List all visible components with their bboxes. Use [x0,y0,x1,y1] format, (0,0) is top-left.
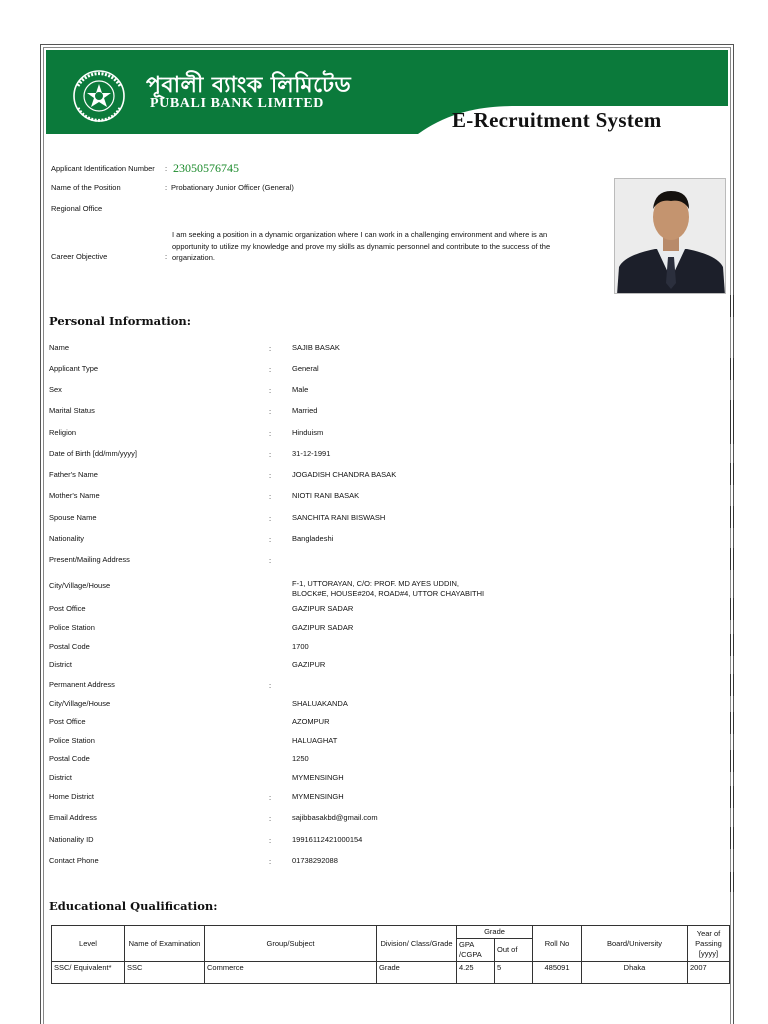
field-value: GAZIPUR SADAR [292,604,354,613]
colon: : [269,386,272,395]
colon: : [269,407,272,416]
cell-group: Commerce [205,962,377,984]
field-label: Applicant Type [49,364,99,373]
field-label: Father's Name [49,470,98,479]
field-label: Name [49,343,70,352]
bank-name-bengali: পূবালী ব্যাংক লিমিটেড [146,73,352,98]
cell-level: SSC/ Equivalent* [52,962,125,984]
col-grade: Grade [457,926,533,939]
cell-roll: 485091 [533,962,582,984]
field-label: Post Office [49,604,86,613]
cell-out-of: 5 [495,962,533,984]
field-value: Bangladeshi [292,534,334,543]
field-value: HALUAGHAT [292,736,338,745]
field-label: District [49,773,72,782]
field-label: Police Station [49,736,95,745]
permanent-address-label: Permanent Address [49,680,115,689]
education-table [51,925,730,984]
right-border-mark [730,463,734,485]
field-label: Spouse Name [49,513,97,522]
field-value: GAZIPUR [292,660,326,669]
field-label: City/Village/House [49,581,111,590]
colon: : [269,429,272,438]
field-label: Home District [49,792,95,801]
field-label: City/Village/House [49,699,111,708]
colon: : [269,471,272,480]
right-border-mark [730,786,734,808]
field-value: GAZIPUR SADAR [292,623,354,632]
field-value: SAJIB BASAK [292,343,340,352]
field-value: 1700 [292,642,309,651]
field-label: Postal Code [49,754,90,763]
right-border-mark [730,674,734,696]
colon: : [269,857,272,866]
col-division: Division/ Class/Grade [377,926,457,962]
bank-name-english: PUBALI BANK LIMITED [150,96,324,111]
field-value: 19916112421000154 [292,835,363,844]
colon: : [269,535,272,544]
colon: : [165,164,168,173]
col-year: Year of Passing [yyyy] [688,926,730,962]
system-title: E-Recruitment System [452,108,662,132]
field-value: 1250 [292,754,309,763]
field-value: General [292,364,319,373]
right-border-mark [730,827,734,849]
right-border-mark [730,872,734,892]
bank-seal-logo [68,70,130,122]
field-label: District [49,660,72,669]
right-border-mark [730,400,734,444]
field-label: Religion [49,428,77,437]
field-value: MYMENSINGH [292,773,344,782]
right-border-mark [730,506,734,528]
colon: : [269,556,272,565]
regional-office-label: Regional Office [51,204,103,213]
col-exam: Name of Examination [125,926,205,962]
col-group: Group/Subject [205,926,377,962]
cell-gpa: 4.25 [457,962,495,984]
right-border-mark [730,598,734,620]
colon: : [165,252,168,261]
position-value: Probationary Junior Officer (General) [171,183,294,192]
colon: : [269,793,272,802]
right-border-mark [730,712,734,734]
position-label: Name of the Position [51,183,121,192]
colon: : [269,492,272,501]
field-label: Contact Phone [49,856,99,865]
colon: : [269,681,272,690]
colon: : [165,183,168,192]
field-value: Married [292,406,318,415]
col-out-of: Out of [495,939,533,962]
col-roll: Roll No [533,926,582,962]
right-border-mark [730,634,734,656]
field-label: Nationality ID [49,835,94,844]
field-value: 31-12-1991 [292,449,331,458]
right-border-mark [730,750,734,772]
colon: : [269,514,272,523]
field-value-line2: BLOCK#E, HOUSE#204, ROAD#4, UTTOR CHAYABITHI [292,589,485,598]
col-board: Board/University [582,926,688,962]
present-address-label: Present/Mailing Address [49,555,130,564]
right-border-mark [730,548,734,570]
personal-info-heading: Personal Information: [49,314,192,328]
field-label: Date of Birth [dd/mm/yyyy] [49,449,137,458]
field-value: MYMENSINGH [292,792,344,801]
career-objective-label: Career Objective [51,252,108,261]
applicant-photo [614,178,726,294]
app-id-label: Applicant Identification Number [51,164,155,173]
cell-division: Grade [377,962,457,984]
field-label: Sex [49,385,62,394]
education-heading: Educational Qualification: [49,899,218,913]
field-value: Male [292,385,309,394]
field-value: SHALUAKANDA [292,699,348,708]
field-value: NIOTI RANI BASAK [292,491,360,500]
field-value: JOGADISH CHANDRA BASAK [292,470,397,479]
career-objective-value: I am seeking a position in a dynamic organization where I can work in a challenging environment and where is an opportunity to utilize my knowledge and prove my skills as dynamic personnel and contribute to the success of the organization. [172,230,551,262]
field-value: F-1, UTTORAYAN, C/O: PROF. MD AYES UDDIN, [292,579,459,588]
field-label: Email Address [49,813,97,822]
field-value: sajibbasakbd@gmail.com [292,813,378,822]
colon: : [269,365,272,374]
right-border-mark [730,295,734,317]
field-value: AZOMPUR [292,717,330,726]
right-border-mark [730,358,734,380]
field-value: SANCHITA RANI BISWASH [292,513,386,522]
field-value: 01738292088 [292,856,338,865]
cell-exam: SSC [125,962,205,984]
colon: : [269,450,272,459]
col-gpa: GPA /CGPA [457,939,495,962]
app-id-value: 23050576745 [173,161,239,175]
colon: : [269,344,272,353]
field-label: Police Station [49,623,95,632]
field-label: Postal Code [49,642,90,651]
table-row [52,962,730,984]
field-label: Post Office [49,717,86,726]
cell-board: Dhaka [582,962,688,984]
cell-year: 2007 [688,962,730,984]
colon: : [269,814,272,823]
col-level: Level [52,926,125,962]
colon: : [269,836,272,845]
field-label: Marital Status [49,406,95,415]
field-label: Mother's Name [49,491,100,500]
field-label: Nationality [49,534,85,543]
field-value: Hinduism [292,428,324,437]
